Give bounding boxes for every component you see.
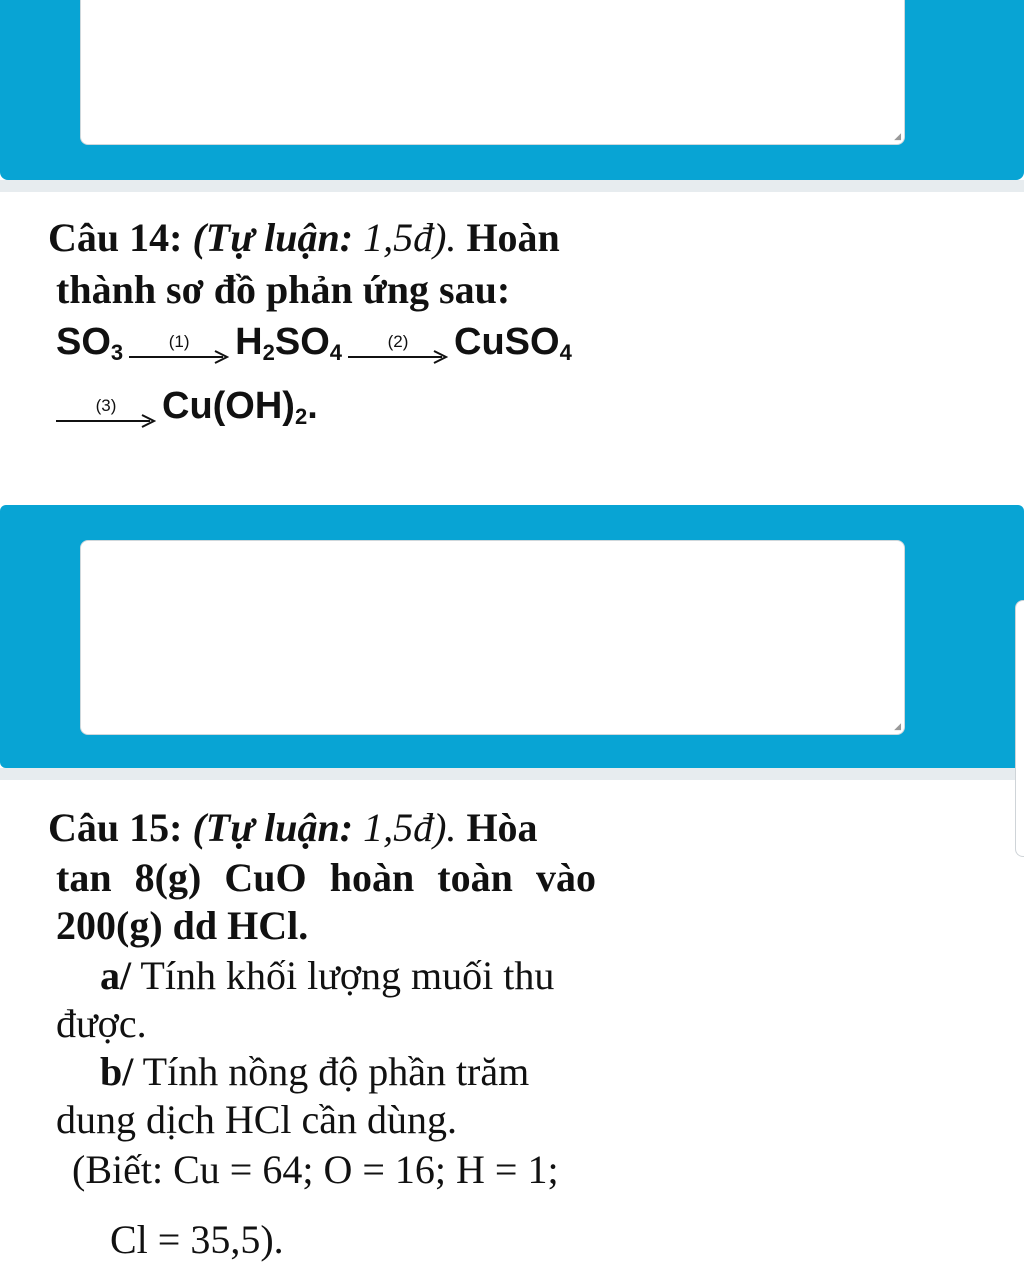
q14-heading: Câu 14: (Tự luận: 1,5đ). Hoàn: [48, 215, 560, 260]
side-panel-edge[interactable]: [1015, 600, 1024, 857]
reaction-scheme-row1: $SO_3$ (1) $H_2SO_4$ (2) CuSO$_4$: [56, 321, 572, 365]
q15-part-a: a/ Tính khối lượng muối thu: [100, 953, 555, 998]
reaction-arrow-2: (2): [348, 333, 448, 364]
question-card-14: [0, 192, 1024, 505]
q15-given-values-cont: Cl = 35,5).: [110, 1217, 284, 1262]
q15-line2: tan 8(g) CuO hoàn toàn vào: [56, 855, 596, 900]
q15-part-b: b/ Tính nồng độ phần trăm: [100, 1049, 530, 1094]
resize-grip-icon[interactable]: ◢: [894, 722, 901, 732]
q15-given-values: (Biết: Cu = 64; O = 16; H = 1;: [72, 1147, 559, 1192]
reaction-scheme-row2: (3) $Cu(OH)_2$.: [56, 386, 318, 428]
reaction-arrow-1: (1): [129, 333, 229, 364]
divider: [0, 768, 1024, 780]
q15-part-a-cont: được.: [56, 1001, 147, 1046]
divider: [0, 180, 1024, 192]
answer-textarea-14[interactable]: [80, 540, 905, 735]
resize-grip-icon[interactable]: ◢: [894, 132, 901, 142]
reaction-arrow-3: (3): [56, 397, 156, 428]
answer-textarea-top[interactable]: [80, 0, 905, 145]
q15-heading: Câu 15: (Tự luận: 1,5đ). Hòa: [48, 805, 538, 850]
question-card-15: [0, 780, 1024, 1280]
q15-part-b-cont: dung dịch HCl cần dùng.: [56, 1097, 458, 1142]
q14-line2: thành sơ đồ phản ứng sau:: [56, 267, 511, 312]
q15-line3: 200(g) dd HCl.: [56, 903, 309, 948]
